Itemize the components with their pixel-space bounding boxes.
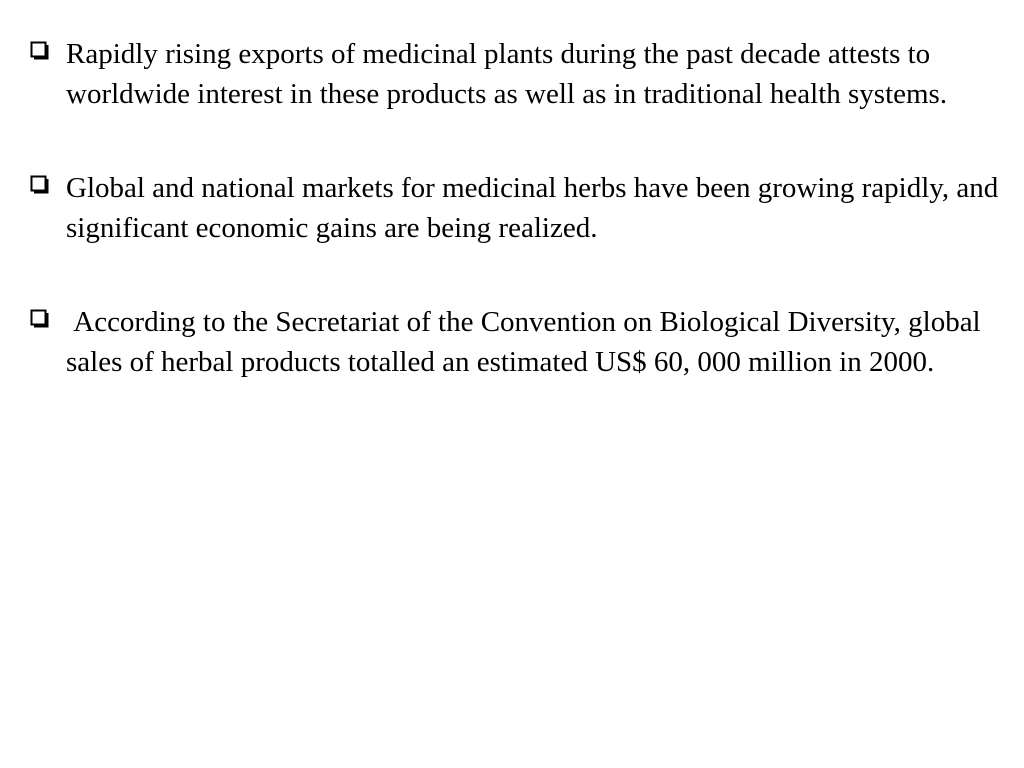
bullet-item — [30, 34, 1005, 114]
bullet-text: Rapidly rising exports of medicinal plants during the past decade attests to worldwide interest in these products as well as in traditional health systems. — [66, 38, 948, 110]
hollow-square-bullet-icon — [30, 175, 49, 194]
bullet-list — [30, 34, 1005, 436]
bullet-item — [30, 302, 1005, 382]
bullet-item — [30, 168, 1005, 248]
bullet-text: Global and national markets for medicinal herbs have been growing rapidly, and significant economic gains are being realized. — [66, 172, 999, 244]
hollow-square-bullet-icon — [30, 309, 49, 328]
hollow-square-bullet-icon — [30, 41, 49, 60]
bullet-text: According to the Secretariat of the Convention on Biological Diversity, global sales of herbal products totalled an estimated US$ 60, 000 million in 2000. — [66, 306, 988, 378]
